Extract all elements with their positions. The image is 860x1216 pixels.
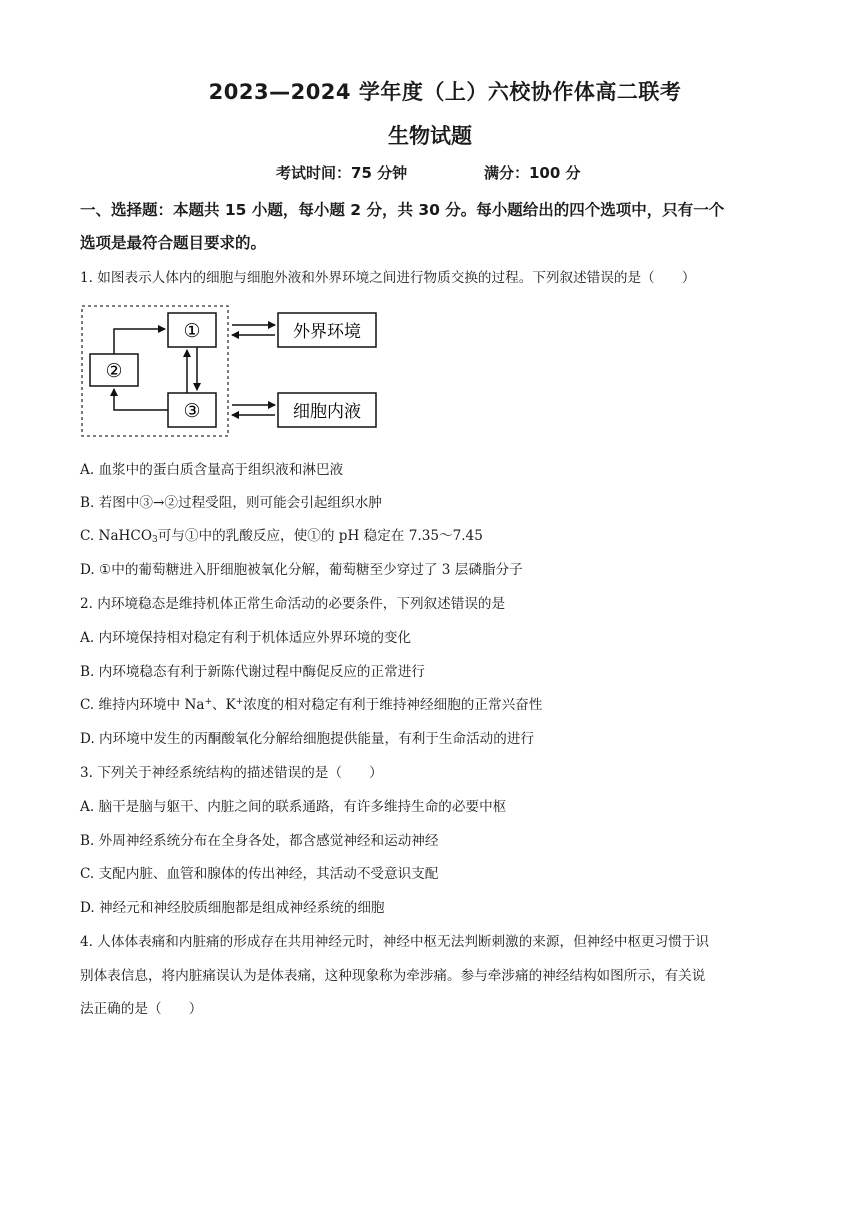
q3-option-a: A. 脑干是脑与躯干、内脏之间的联系通路，有许多维持生命的必要中枢: [80, 799, 507, 815]
outer-env-label: 外界环境: [293, 322, 361, 342]
q1-option-c: [80, 524, 800, 545]
q2-option-a: A. 内环境保持相对稳定有利于机体适应外界环境的变化: [80, 630, 412, 646]
exam-time: 考试时间：75 分钟: [276, 164, 408, 182]
cell-fluid-label: 细胞内液: [293, 402, 361, 422]
box-3-label: ③: [183, 400, 201, 422]
q2-option-d: D. 内环境中发生的丙酮酸氧化分解给细胞提供能量，有利于生命活动的进行: [80, 731, 535, 747]
q2-option-c-pre: C. 维持内环境中 Na: [80, 697, 205, 713]
q2-option-c-sup1: +: [204, 697, 212, 707]
q4-stem-line3: 法正确的是（ ）: [80, 1001, 203, 1017]
exam-title: 2023—2024 学年度（上）六校协作体高二联考: [208, 80, 682, 104]
q3-stem: 3. 下列关于神经系统结构的描述错误的是（ ）: [80, 765, 383, 781]
section-heading-line1: 一、选择题：本题共 15 小题，每小题 2 分，共 30 分。每小题给出的四个选项中，只有一个: [80, 201, 725, 219]
q3-option-c: C. 支配内脏、血管和腺体的传出神经，其活动不受意识支配: [80, 866, 439, 882]
q1-option-a: A. 血浆中的蛋白质含量高于组织液和淋巴液: [80, 462, 344, 478]
q1-option-c-post: 可与①中的乳酸反应，使①的 pH 稳定在 7.35～7.45: [157, 528, 483, 544]
q1-stem: 1. 如图表示人体内的细胞与细胞外液和外界环境之间进行物质交换的过程。下列叙述错误的是（ ）: [80, 270, 696, 286]
q4-stem-line2: 别体表信息，将内脏痛误认为是体表痛，这种现象称为牵涉痛。参与牵涉痛的神经结构如图所示，有关说: [80, 968, 706, 984]
section-heading-line2: 选项是最符合题目要求的。: [80, 234, 267, 252]
q1-exchange-diagram: [80, 302, 390, 442]
box-2-label: ②: [105, 360, 123, 382]
subject-title: 生物试题: [388, 124, 472, 148]
q1-option-b: B. 若图中③→②过程受阻，则可能会引起组织水肿: [80, 495, 382, 511]
full-score: 满分：100 分: [484, 164, 581, 182]
q4-stem-line1: 4. 人体体表痛和内脏痛的形成存在共用神经元时，神经中枢无法判断刺激的来源，但神经中枢更习惯于识: [80, 934, 710, 950]
q3-option-d: D. 神经元和神经胶质细胞都是组成神经系统的细胞: [80, 900, 385, 916]
q2-stem: 2. 内环境稳态是维持机体正常生命活动的必要条件，下列叙述错误的是: [80, 596, 506, 612]
q2-option-b: B. 内环境稳态有利于新陈代谢过程中酶促反应的正常进行: [80, 664, 425, 680]
q2-option-c: [80, 693, 800, 713]
q3-option-b: B. 外周神经系统分布在全身各处，都含感觉神经和运动神经: [80, 833, 439, 849]
arrow-3-to-2: [114, 389, 168, 410]
q1-option-c-sub: 3: [151, 535, 158, 545]
q1-option-c-pre: C. NaHCO: [80, 528, 152, 544]
box-1-label: ①: [183, 320, 201, 342]
q2-option-c-sup2: +: [235, 697, 244, 707]
arrow-2-to-1: [114, 329, 165, 354]
q1-option-d: D. ①中的葡萄糖进入肝细胞被氧化分解，葡萄糖至少穿过了 3 层磷脂分子: [80, 562, 523, 578]
q2-option-c-mid: 、K: [212, 697, 236, 713]
q2-option-c-post: 浓度的相对稳定有利于维持神经细胞的正常兴奋性: [243, 697, 543, 713]
